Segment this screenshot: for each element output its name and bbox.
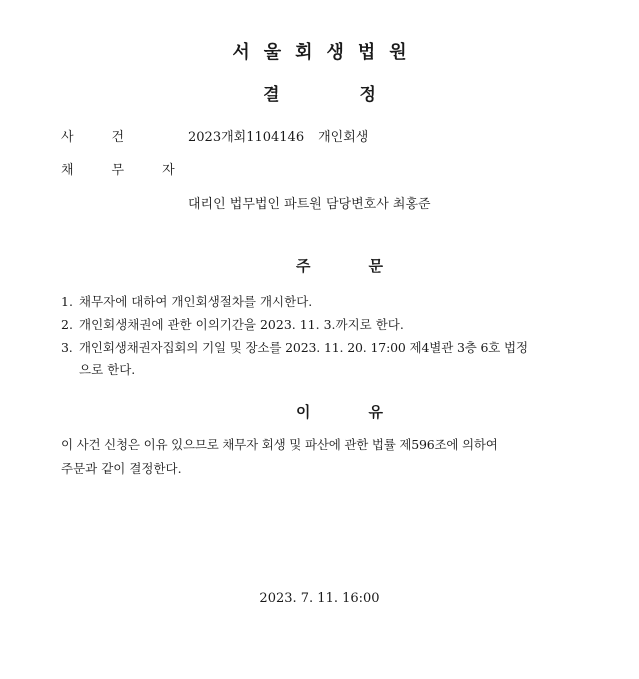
case-label: 사건 <box>61 130 163 145</box>
order-item-continuation: 으로 한다. <box>79 362 136 377</box>
order-heading-left: 주 <box>296 257 311 275</box>
order-item-number: 3. <box>61 340 73 355</box>
order-item <box>61 292 312 310</box>
order-heading <box>0 255 639 276</box>
order-item-text: 개인회생채권에 관한 이의기간을 2023. 11. 3.까지로 한다. <box>79 317 404 332</box>
debtor-label: 채무자 <box>61 163 213 178</box>
order-item <box>61 315 404 333</box>
reason-heading-right: 유 <box>368 403 383 421</box>
order-item-text: 개인회생채권자집회의 기일 및 장소를 2023. 11. 20. 17:00 제4별관 3층 6호 법정 <box>79 340 528 355</box>
case-number-text: 2023개회1104146 <box>188 130 305 145</box>
document-type: 결정 <box>263 85 456 105</box>
case-number <box>188 126 368 145</box>
reason-heading <box>0 401 639 422</box>
order-item-number: 2. <box>61 317 73 332</box>
debtor-representative: 대리인 법무법인 파트원 담당변호사 최홍준 <box>188 197 431 212</box>
reason-heading-left: 이 <box>296 403 311 421</box>
case-name: 개인회생 <box>318 130 369 145</box>
decision-date: 2023. 7. 11. 16:00 <box>259 591 380 606</box>
order-item <box>61 338 528 356</box>
court-name: 서울회생법원 <box>232 42 421 63</box>
order-heading-right: 문 <box>368 257 383 275</box>
order-item-text: 채무자에 대하여 개인회생절차를 개시한다. <box>79 294 313 309</box>
order-item-number: 1. <box>61 294 73 309</box>
reason-line-1: 이 사건 신청은 이유 있으므로 채무자 회생 및 파산에 관한 법률 제596조에 의하여 <box>61 437 498 452</box>
reason-line-2: 주문과 같이 결정한다. <box>61 461 182 476</box>
